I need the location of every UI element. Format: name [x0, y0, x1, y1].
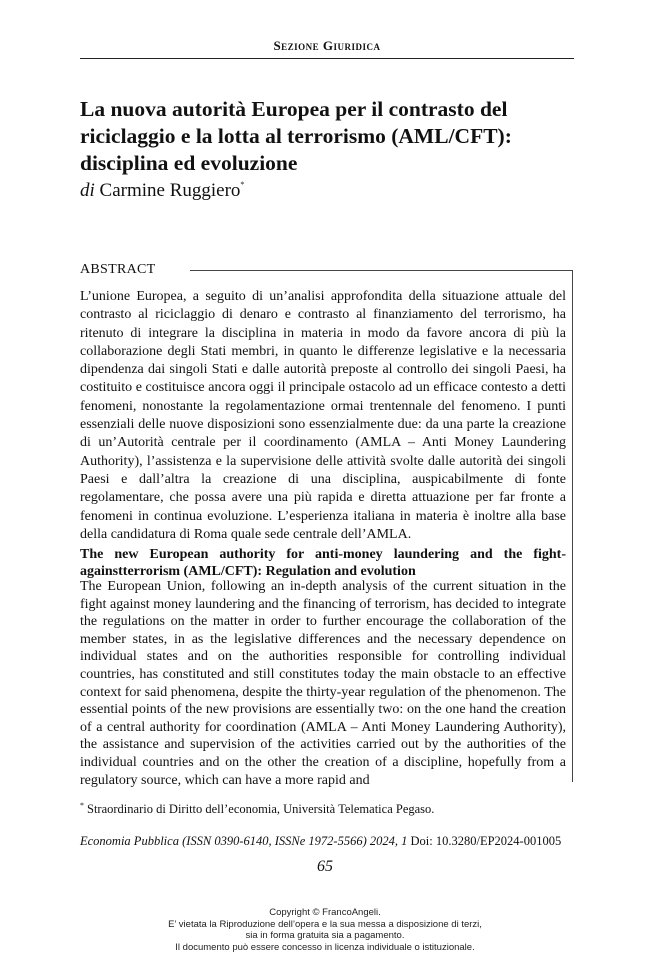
article-title: La nuova autorità Europea per il contrasto del riciclaggio e la lotta al terrorismo (AML/CFT): disciplina ed evoluzione	[80, 97, 512, 175]
copyright-line-3: sia in forma gratuita sia a pagamento.	[245, 930, 405, 941]
author-prefix: di	[80, 180, 95, 201]
journal-reference: Economia Pubblica (ISSN 0390-6140, ISSNe 1972-5566) 2024, 1	[80, 834, 408, 848]
abstract-label: ABSTRACT	[80, 262, 156, 277]
copyright-notice	[0, 907, 650, 953]
abstract-box-top-rule	[190, 270, 573, 271]
footnote-text: Straordinario di Diritto dell’economia, Università Telematica Pegaso.	[87, 802, 435, 816]
abstract-box-right-rule	[572, 270, 573, 782]
abstract-italian: L’unione Europea, a seguito di un’analisi approfondita della situazione attuale del contrasto al riciclaggio di denaro e contrasto al finanziamento del terrorismo, ha ritenuto di integrare la disciplina in materia in modo da favore ancora di più la collaborazione degli Stati membri, in quanto le differenze legislative e la necessaria dipendenza dai singoli Stati e dalle autorità preposte al controllo dei singoli Paesi, ha costituito e costituisce ancora oggi il principale ostacolo ad un efficace contesto a detti fenomeni, nonostante la regolamentazione ormai trentennale del fenomeno. I punti essenziali delle nuove disposizioni sono essenzialmente due: da una parte la creazione di un’Autorità centrale per il coordinamento (AMLA – Anti Money Laundering Authority), l’assistenza e la supervisione delle attività svolte dalle autorità dei singoli Paesi e dall’altra la creazione di una disciplina, auspicabilmente di fonte regolamentare, che possa avere una più rapida e diretta attuazione per far fronte a fenomeni in continua evoluzione. L’esperienza italiana in materia è inoltre alla base della candidatura di Roma quale sede centrale dell’AMLA.	[80, 289, 566, 542]
doi: Doi: 10.3280/EP2024-001005	[410, 834, 562, 848]
abstract-english-title: The new European authority for anti-money laundering and the fight-againstterrorism (AML/CFT): Regulation and evolution	[80, 547, 566, 579]
citation	[80, 834, 574, 849]
page-number: 65	[317, 858, 333, 875]
footnote	[80, 801, 434, 817]
copyright-line-2: E’ vietata la Riproduzione dell’opera e la sua messa a disposizione di terzi,	[168, 918, 482, 930]
author-footnote-mark: *	[240, 180, 245, 189]
section-title: Sezione Giuridica	[273, 38, 381, 53]
abstract-english: The European Union, following an in-depth analysis of the current situation in the fight against money laundering and the financing of terrorism, has decided to integrate the regulations on the matter in order to further encourage the collaboration of the member states, in as the legislative differences and the necessary dependence on individual states and on the authorities responsible for controlling individual countries, has constituted and still constitutes today the main obstacle to an effective context for said phenomena, despite the thirty-year regulation of the phenomenon. The essential points of the new provisions are essentially two: on the one hand the creation of a central authority for coordination (AMLA – Anti Money Laundering Authority), the assistance and supervision of the activities carried out by the authorities of the individual countries and on the other the creation of a discipline, hopefully from a regulatory source, which can have a more rapid and	[80, 579, 566, 788]
author-name: Carmine Ruggiero	[99, 180, 241, 201]
header-rule	[80, 58, 574, 59]
copyright-line-4: Il documento può essere concesso in licenza individuale o istituzionale.	[175, 941, 475, 953]
section-header	[80, 38, 574, 54]
author-line	[80, 180, 244, 202]
copyright-line-1: Copyright © FrancoAngeli.	[269, 907, 381, 918]
footnote-mark: *	[80, 801, 84, 810]
